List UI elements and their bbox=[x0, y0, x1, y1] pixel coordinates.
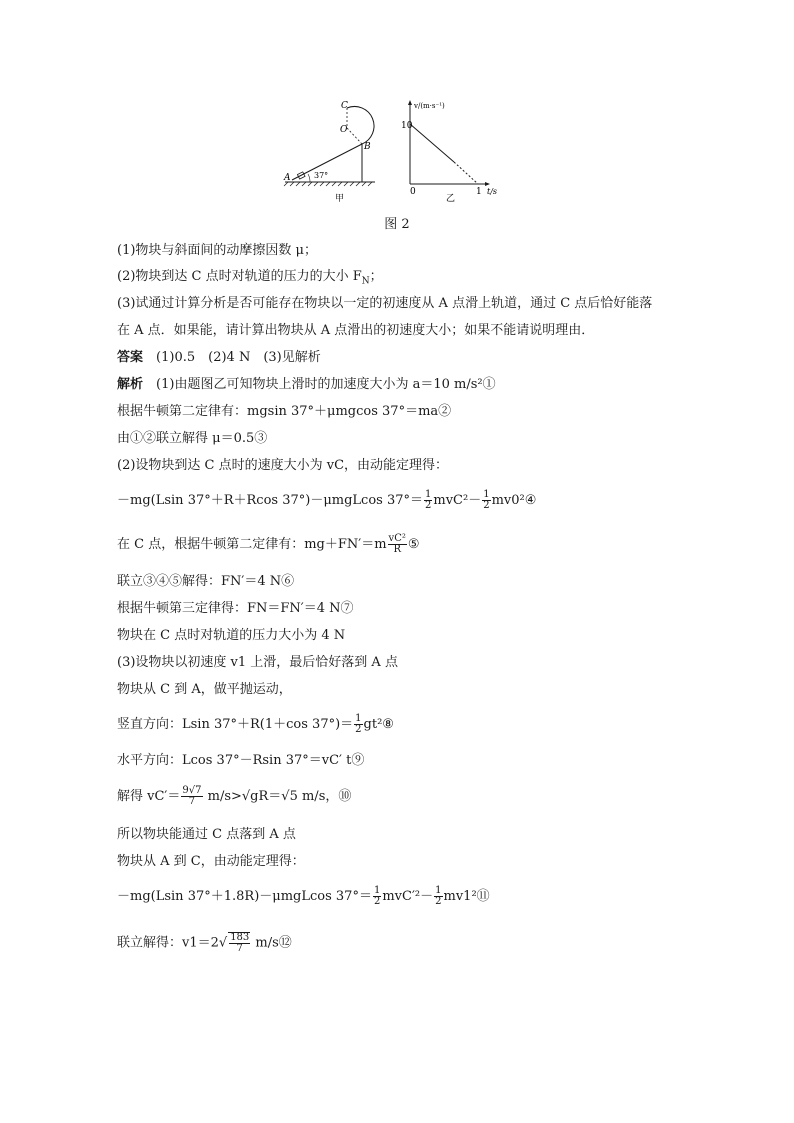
t-axis-arrow bbox=[485, 182, 490, 186]
track-radius-lines bbox=[347, 108, 362, 144]
answer: 答案 (1)0.5 (2)4 N (3)见解析 bbox=[117, 350, 321, 365]
analysis-line-12: 竖直方向：Lsin 37°＋R(1＋cos 37°)＝ $\frac{1}{2}$ gt²⑧ bbox=[117, 713, 394, 735]
question-3-line-1: (3)试通过计算分析是否可能存在物块以一定的初速度从 A 点滑上轨道，通过 C 点后恰好能落 bbox=[117, 296, 653, 311]
t-axis-label: t/s bbox=[487, 187, 498, 196]
label-b: B bbox=[364, 142, 371, 152]
circular-track bbox=[347, 107, 374, 145]
label-o: O bbox=[340, 125, 348, 135]
angle-arc bbox=[308, 174, 310, 182]
analysis-line-4: (2)设物块到达 C 点时的速度大小为 vC，由动能定理得： bbox=[117, 458, 449, 473]
analysis-line-5: －mg(Lsin 37°＋R＋Rcos 37°)－μmgLcos 37°＝ $\frac{1}{2}$ mvC²－ $\frac{1}{2}$ mv0²④ bbox=[117, 489, 537, 511]
analysis-line-1: 解析 (1)由题图乙可知物块上滑时的加速度大小为 a＝10 m/s²① bbox=[117, 377, 496, 392]
analysis-line-11: 物块从 C 到 A，做平抛运动， bbox=[117, 682, 292, 697]
analysis-line-16: 物块从 A 到 C，由动能定理得： bbox=[117, 854, 305, 869]
analysis-line-8: 根据牛顿第三定律得：FN＝FN′＝4 N⑦ bbox=[117, 601, 354, 616]
question-1: (1)物块与斜面间的动摩擦因数 μ； bbox=[117, 243, 317, 258]
analysis-line-18: 联立解得：v1＝2√ $\frac{183}{7}$ m/s⑫ bbox=[117, 932, 292, 954]
analysis-line-15: 所以物块能通过 C 点落到 A 点 bbox=[117, 827, 296, 842]
label-angle: 37° bbox=[314, 171, 329, 180]
v-t-dashed bbox=[454, 162, 478, 184]
v-t-line bbox=[410, 124, 454, 162]
caption-left: 甲 bbox=[335, 194, 345, 204]
caption-right: 乙 bbox=[446, 194, 456, 204]
analysis-line-7: 联立③④⑤解得：FN′＝4 N⑥ bbox=[117, 574, 295, 589]
v-axis-arrow bbox=[408, 100, 412, 105]
analysis-line-2: 根据牛顿第二定律有：mgsin 37°＋μmgcos 37°＝ma② bbox=[117, 404, 452, 419]
v-axis-label: v/(m·s⁻¹) bbox=[414, 102, 445, 110]
figure bbox=[280, 98, 510, 210]
x-tick-1: 1 bbox=[476, 187, 482, 197]
figure-svg bbox=[280, 98, 510, 210]
label-c: C bbox=[341, 101, 348, 111]
analysis-line-9: 物块在 C 点时对轨道的压力大小为 4 N bbox=[117, 628, 346, 643]
figure-caption: 图 2 bbox=[384, 217, 410, 232]
analysis-line-3: 由①②联立解得 μ＝0.5③ bbox=[117, 431, 268, 446]
analysis-line-17: －mg(Lsin 37°＋1.8R)－μmgLcos 37°＝ $\frac{1}{2}$ mvC′²－ $\frac{1}{2}$ mv1²⑪ bbox=[117, 885, 490, 907]
label-a: A bbox=[284, 173, 291, 183]
analysis-line-6: 在 C 点，根据牛顿第二定律有：mg＋FN′＝m $\frac{\text{vC²}}{R}$ ⑤ bbox=[117, 533, 420, 555]
analysis-line-13: 水平方向：Lcos 37°－Rsin 37°＝vC′ t⑨ bbox=[117, 753, 365, 768]
origin-label: 0 bbox=[410, 187, 416, 197]
question-3-line-2: 在 A 点．如果能，请计算出物块从 A 点滑出的初速度大小；如果不能请说明理由． bbox=[117, 323, 595, 338]
analysis-line-10: (3)设物块以初速度 v1 上滑，最后恰好落到 A 点 bbox=[117, 655, 398, 670]
question-2: (2)物块到达 C 点时对轨道的压力的大小 $F_N$； bbox=[117, 269, 383, 287]
analysis-line-14: 解得 vC′＝ $\frac{9√7}{7}$ m/s>√gR＝√5 m/s，⑩ bbox=[117, 785, 352, 807]
ground-hatch bbox=[284, 182, 372, 186]
y-tick-10: 10 bbox=[401, 121, 413, 131]
